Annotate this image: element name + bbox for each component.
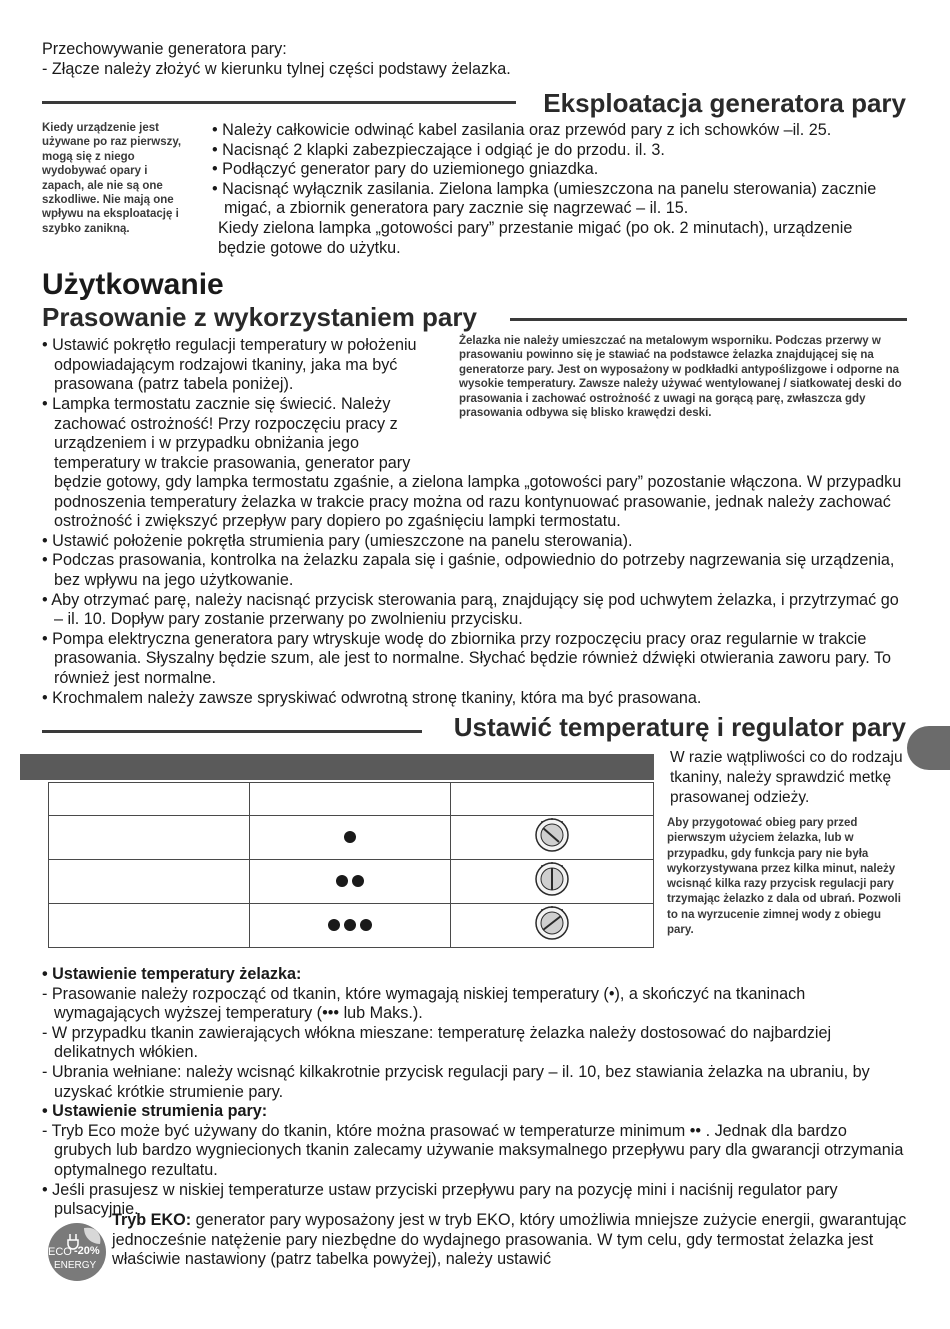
- thermostat-dial-mid-icon: [528, 860, 576, 898]
- eco-mode-label: Tryb EKO:: [112, 1211, 192, 1229]
- storage-line-2: - Złącze należy złożyć w kierunku tylnej części podstawy żelazka.: [42, 60, 511, 78]
- badge-pct-text: -20%: [74, 1245, 100, 1257]
- temp-settings-heading: • Ustawienie temperatury żelazka:: [42, 965, 302, 983]
- list-item: - Ubrania wełniane: należy wcisnąć kilkakrotnie przycisk regulacji pary – il. 10, bez stawiania żelazka na ubraniu, by uzyskać krótkie strumienie pary.: [42, 1062, 870, 1101]
- list-item: • Nacisnąć wyłącznik zasilania. Zielona lampka (umieszczona na panelu sterowania) zacznie migać, a zbiornik generatora pary zacznie się nagrzewać – il. 15.: [212, 179, 877, 218]
- list-item: - Prasowanie należy rozpocząć od tkanin, które wymagają niskiej temperatury (•), a skończyć na tkaninach wymagających wyższej temperatury (••• lub Maks.).: [42, 984, 806, 1023]
- side-note-iron-stand: Żelazka nie należy umieszczać na metalowym wsporniku. Podczas przerwy w prasowaniu powinno się je stawiać na podstawce żelazka znajdującej się na generatorze pary. Jest on wyposażony w podkładki antypoślizgowe i odporne na wysokie temperatury. Zawsze należy używać wentylowanej / siatkowatej deski do prasowania i zachować ostrożność z uwagi na gorącą parę, zwłaszcza gdy prasowania odbywa się blisko krawędzi deski.: [459, 335, 902, 420]
- dial-cell: [451, 816, 654, 860]
- temp-dot-icon: [344, 831, 356, 843]
- table-row: [49, 783, 654, 816]
- list-item-continuation: będzie gotowy, gdy lampka termostatu zgaśnie, a zielona lampka „gotowości pary” pozostanie włączona. W przypadku podnoszenia temperatury żelazka w trakcie pracy można od razu kontynuować prasowanie, jednak należy zachować ostrożność i zwiększyć przepływ pary dopiero po zgaśnięciu lampki termostatu.: [54, 473, 902, 531]
- eco-energy-badge-icon: [44, 1218, 110, 1282]
- eco-mode-paragraph: [112, 1211, 907, 1270]
- list-item: • Podczas prasowania, kontrolka na żelazku zapala się i gaśnie, odpowiednio do potrzeby nagrzewania się urządzenia, bez wpływu na jego użytkowanie.: [42, 551, 895, 589]
- heading-rule: [42, 730, 422, 733]
- table-cell: [49, 860, 250, 904]
- table-cell: [49, 783, 250, 816]
- table-cell: [49, 904, 250, 948]
- table-row: [49, 816, 654, 860]
- list-item: • Lampka termostatu zacznie się świecić. Należy zachować ostrożność! Przy rozpoczęciu pracy z urządzeniem i w przypadku obniżania jego temperatury w trakcie prasowania, generator pary: [42, 395, 411, 472]
- list-item: • Pompa elektryczna generatora pary wtryskuje wodę do zbiornika przy rozpoczęciu pracy oraz regularnie w trakcie prasowania. Słyszalny będzie szum, ale jest to normalne. Słychać będzie również dźwięki otwierania zaworu pary. To również jest normalne.: [42, 629, 892, 687]
- side-note-prime-steam: Aby przygotować obieg pary przed pierwszym użyciem żelazka, lub w przypadku, gdy funkcja pary nie była wykorzystywana przez kilka minut, należy wcisnąć kilka razy przycisk regulacji pary trzymając żelazko z dala od ubrań. Pozwoli to na wyrzucenie zimnej wody z obiegu pary.: [667, 817, 901, 937]
- temperature-table: [48, 782, 654, 948]
- temp-dots-cell: [250, 860, 451, 904]
- exploitation-list: [212, 121, 902, 258]
- dial-cell: [451, 860, 654, 904]
- badge-energy-text: ENERGY: [54, 1260, 97, 1271]
- table-cell: [49, 816, 250, 860]
- page-title-usage: Użytkowanie: [42, 268, 224, 301]
- temp-dot-icon: [360, 919, 372, 931]
- list-item: • Aby otrzymać parę, należy nacisnąć przycisk sterowania parą, znajdujący się pod uchwytem żelazka, i przytrzymać go – il. 10. Dopływ pary zostanie przerwany po zwolnieniu przycisku.: [42, 590, 899, 629]
- thermostat-dial-high-icon: [528, 904, 576, 942]
- eco-mode-text: generator pary wyposażony jest w tryb EKO, który umożliwia mniejsze zużycie energii, gwarantując jednocześnie natężenie pary niezbędne do wydajnego prasowania. W tym celu, gdy termostat żelazka jest właściwie nastawiony (patrz tabelka powyżej), należy ustawić: [112, 1211, 907, 1269]
- list-item: • Podłączyć generator pary do uziemionego gniazdka.: [212, 160, 599, 179]
- list-item-extra: Kiedy zielona lampka „gotowości pary” przestanie migać (po ok. 2 minutach), urządzenie będzie gotowe do użytku.: [218, 218, 853, 257]
- list-item: • Należy całkowicie odwinąć kabel zasilania oraz przewód pary z ich schowków –il. 25.: [212, 121, 832, 139]
- heading-rule: [510, 318, 907, 321]
- side-note-first-use: Kiedy urządzenie jest używane po raz pierwszy, mogą się z niego wydobywać opary i zapach, ale nie są one szkodliwe. Nie mają one wpływu na eksploatację i szybko zanikną.: [42, 122, 182, 235]
- doubt-note: W razie wątpliwości co do rodzaju tkaniny, należy sprawdzić metkę prasowanej odzieży.: [670, 749, 903, 806]
- table-row: [49, 860, 654, 904]
- temp-dot-icon: [336, 875, 348, 887]
- table-row: [49, 904, 654, 948]
- temp-dots-cell: [250, 904, 451, 948]
- temp-settings: [42, 965, 907, 1220]
- steam-settings-heading: • Ustawienie strumienia pary:: [42, 1102, 268, 1121]
- page-tab-marker: [907, 726, 950, 770]
- section-heading-settings: Ustawić temperaturę i regulator pary: [453, 712, 906, 742]
- storage-line-1: Przechowywanie generatora pary:: [42, 40, 287, 58]
- dial-cell: [451, 904, 654, 948]
- thermostat-dial-low-icon: [528, 816, 576, 854]
- table-cell: [451, 783, 654, 816]
- table-header-bar: [20, 754, 654, 780]
- list-item: • Jeśli prasujesz w niskiej temperaturze ustaw przyciski przepływu pary na pozycję mini i naciśnij regulator pary pulsacyjnie.: [42, 1180, 838, 1219]
- temp-dots-cell: [250, 816, 451, 860]
- table-cell: [250, 783, 451, 816]
- list-item: • Krochmalem należy zawsze spryskiwać odwrotną stronę tkaniny, która ma być prasowana.: [42, 688, 702, 707]
- badge-eco-text: ECO: [48, 1246, 72, 1258]
- section-heading-exploitation: Eksploatacja generatora pary: [543, 88, 906, 118]
- temp-dot-icon: [328, 919, 340, 931]
- usage-list: [42, 473, 904, 708]
- temp-dot-icon: [352, 875, 364, 887]
- list-item: • Nacisnąć 2 klapki zabezpieczające i odgiąć je do przodu. il. 3.: [212, 140, 665, 159]
- list-item: - W przypadku tkanin zawierających włókna mieszane: temperaturę żelazka należy dostosować do najbardziej delikatnych włókien.: [42, 1023, 832, 1062]
- heading-rule: [42, 101, 516, 104]
- list-item: - Tryb Eco może być używany do tkanin, które można prasować w temperaturze minimum •• . Jednak dla bardzo grubych lub bardzo wygniecionych tkanin zalecamy używanie maksymalnego przepływu pary dla gwarancji otrzymania optymalnego rezultatu.: [42, 1121, 904, 1179]
- list-item: • Ustawić pokrętło regulacji temperatury w położeniu odpowiadającym rodzajowi tkaniny, jaka ma być prasowana (patrz tabela poniżej).: [42, 336, 417, 394]
- list-item: • Ustawić położenie pokrętła strumienia pary (umieszczone na panelu sterowania).: [42, 531, 633, 550]
- section-heading-steam-ironing: Prasowanie z wykorzystaniem pary: [42, 302, 477, 332]
- temp-dot-icon: [344, 919, 356, 931]
